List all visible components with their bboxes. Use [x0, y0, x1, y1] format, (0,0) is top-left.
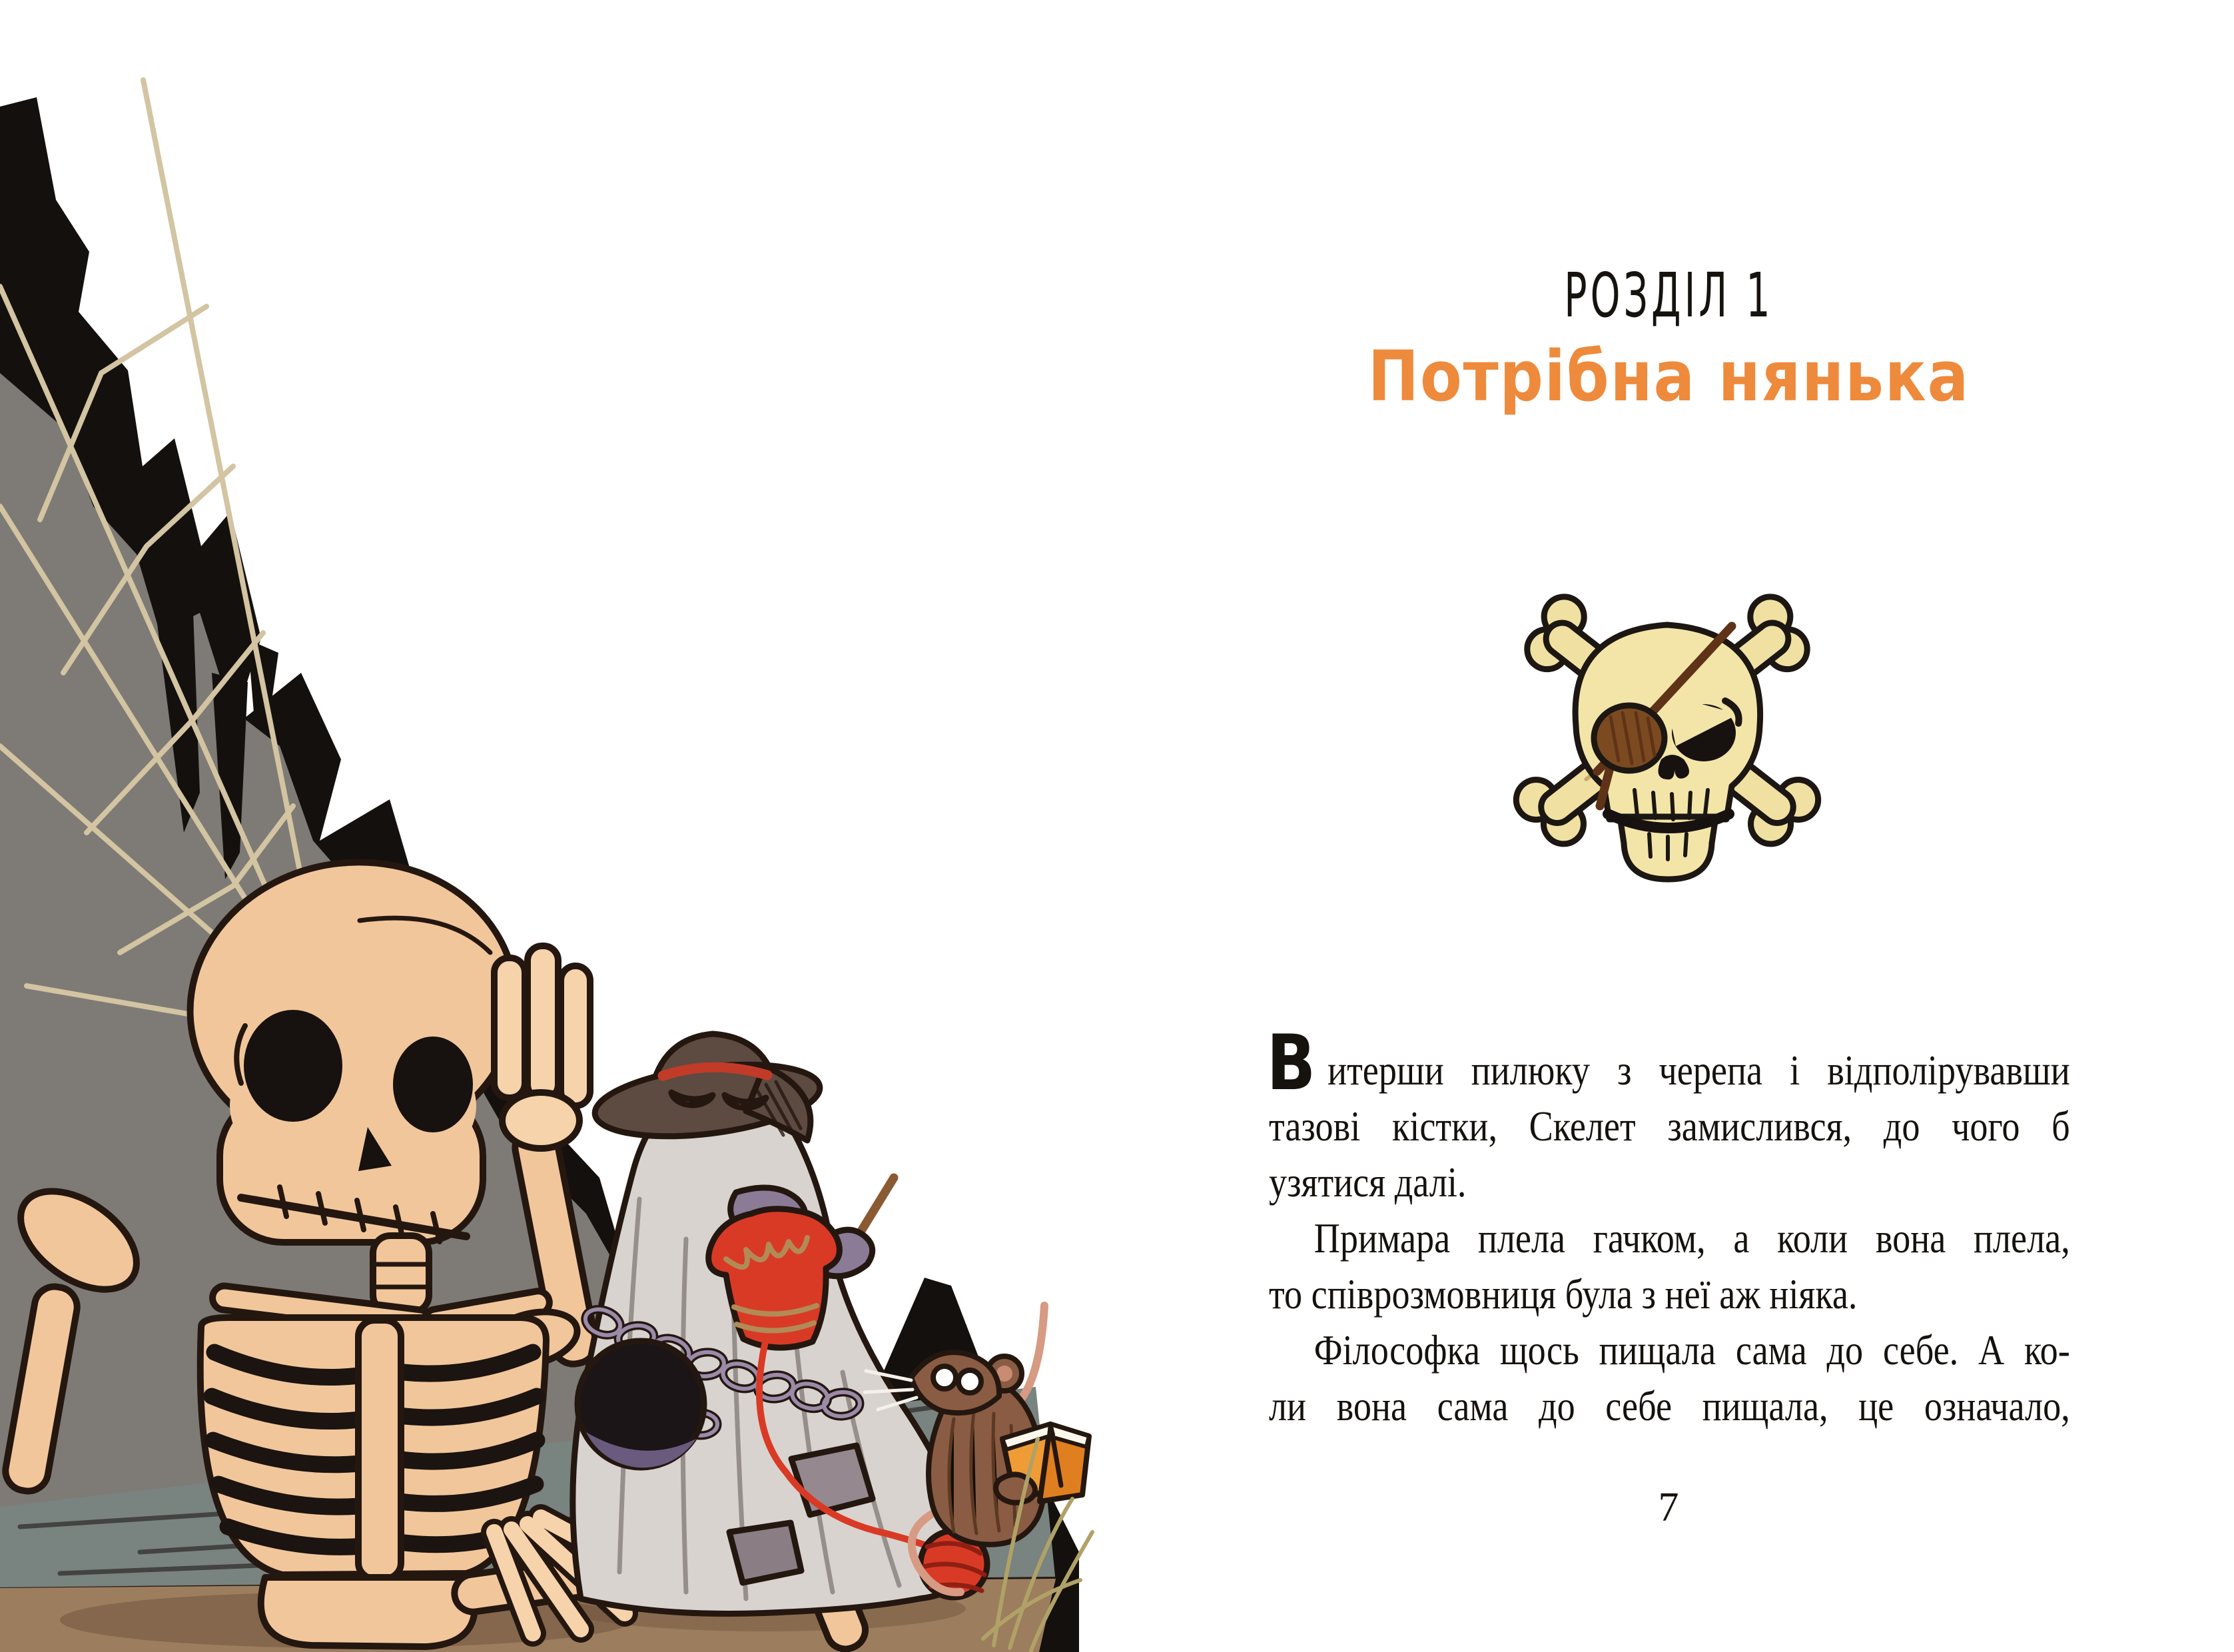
page-number: 7: [1658, 1485, 1679, 1530]
eye-patch: [1594, 705, 1665, 771]
drop-cap: В: [1266, 1019, 1316, 1107]
cave-scene-illustration: [0, 0, 1106, 1652]
chapter-title-text: Потрібна нянька: [1367, 336, 1970, 417]
ghost-hat: [591, 1034, 824, 1147]
skull-crossbones-illustration: [1471, 526, 1864, 926]
text-line: ли вона сама до себе пищала, це означало,: [1269, 1382, 2070, 1430]
chapter-label-text: РОЗДІЛ 1: [1563, 260, 1774, 331]
text-line: тазові кістки, Скелет замислився, до чого б: [1269, 1102, 2070, 1150]
text-line: то співрозмовниця була з неї аж ніяка.: [1269, 1270, 1858, 1318]
chapter-label: [1267, 260, 2070, 331]
text-line: В итерши пилюку з черепа і відполірувавши: [1266, 1019, 2070, 1107]
rat-book: [996, 1424, 1089, 1503]
text-line: Філософка щось пищала сама до себе. А ко-: [1313, 1326, 2070, 1374]
chapter-title: [1267, 336, 2070, 417]
body-text: [1266, 1019, 2070, 1434]
pirate-skull: [1575, 625, 1760, 879]
text-line: узятися далі.: [1269, 1158, 1467, 1206]
text-line: Примара плела гачком, а коли вона плела,: [1313, 1214, 2070, 1262]
